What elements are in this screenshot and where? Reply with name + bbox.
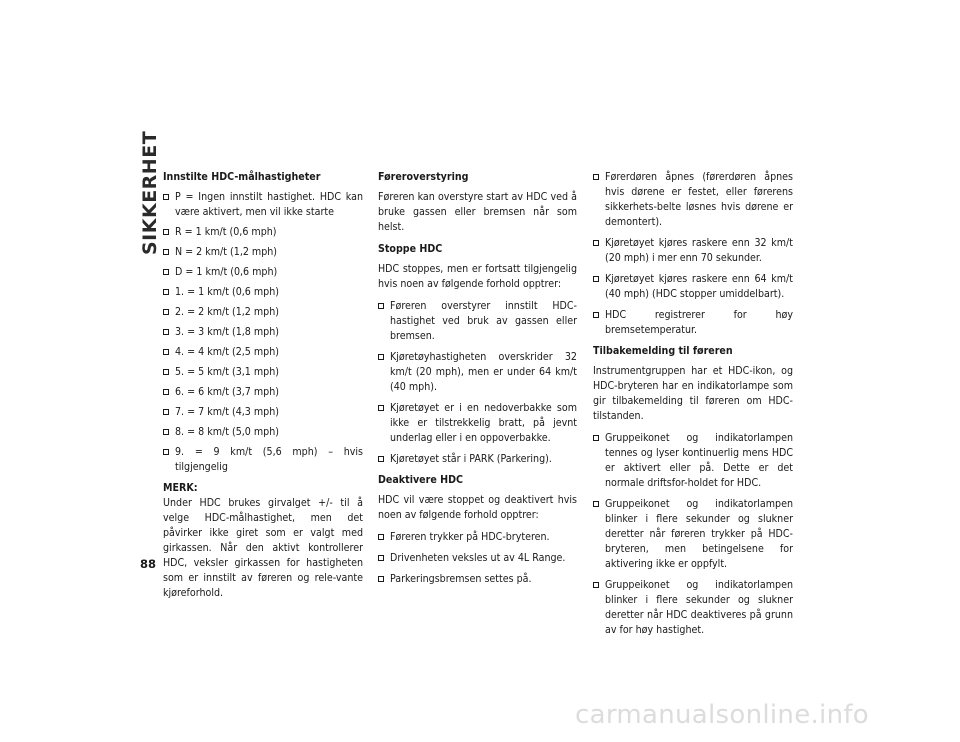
square-bullet-icon (378, 456, 384, 462)
heading-target-speeds: Innstilte HDC-målhastigheter (163, 171, 321, 183)
list-item: 8. = 8 km/t (5,0 mph) (163, 425, 363, 440)
square-bullet-icon (163, 289, 169, 295)
square-bullet-icon (163, 269, 169, 275)
square-bullet-icon (593, 174, 599, 180)
square-bullet-icon (163, 369, 169, 375)
paragraph-driver-feedback: Instrumentgruppen har et HDC-ikon, og HDC-bryteren har en indikatorlampe som gir tilbakemelding til føreren om HDC-tilstanden. (593, 365, 793, 422)
square-bullet-icon (593, 435, 599, 441)
column-2 (378, 170, 577, 593)
square-bullet-icon (163, 194, 169, 200)
deactivate-conditions-list-continued (593, 170, 793, 338)
square-bullet-icon (593, 582, 599, 588)
list-item: Førerdøren åpnes (førerdøren åpnes hvis dørene er festet, eller førerens sikkerhets-belte løsnes hvis dørene er demontert). (593, 170, 793, 230)
list-item: 7. = 7 km/t (4,3 mph) (163, 405, 363, 420)
square-bullet-icon (378, 405, 384, 411)
list-item: HDC registrerer for høy bremsetemperatur. (593, 308, 793, 338)
section-tab: SIKKERHET (139, 130, 161, 255)
square-bullet-icon (378, 534, 384, 540)
paragraph-stop-hdc: HDC stoppes, men er fortsatt tilgjengelig hvis noen av følgende forhold opptrer: (378, 263, 577, 290)
list-item: Kjøretøyhastigheten overskrider 32 km/t (20 mph), men er under 64 km/t (40 mph). (378, 350, 577, 395)
list-item: P = Ingen innstilt hastighet. HDC kan være aktivert, men vil ikke starte (163, 190, 363, 220)
heading-stop-hdc: Stoppe HDC (378, 243, 443, 255)
list-item: 2. = 2 km/t (1,2 mph) (163, 305, 363, 320)
list-item: Parkeringsbremsen settes på. (378, 572, 577, 587)
square-bullet-icon (163, 349, 169, 355)
paragraph-driver-override: Føreren kan overstyre start av HDC ved å bruke gassen eller bremsen når som helst. (378, 191, 577, 233)
square-bullet-icon (378, 576, 384, 582)
list-item: 9. = 9 km/t (5,6 mph) – hvis tilgjengelig (163, 445, 363, 475)
list-item: D = 1 km/t (0,6 mph) (163, 265, 363, 280)
square-bullet-icon (163, 249, 169, 255)
list-item: Kjøretøyet kjøres raskere enn 64 km/t (40 mph) (HDC stopper umiddelbart). (593, 272, 793, 302)
square-bullet-icon (163, 409, 169, 415)
feedback-states-list (593, 431, 793, 638)
list-item: 4. = 4 km/t (2,5 mph) (163, 345, 363, 360)
column-3 (593, 170, 793, 644)
list-item: Gruppeikonet og indikatorlampen blinker i flere sekunder og slukner deretter når HDC deaktiveres på grunn av for høy hastighet. (593, 578, 793, 638)
list-item: 1. = 1 km/t (0,6 mph) (163, 285, 363, 300)
list-item: Kjøretøyet står i PARK (Parkering). (378, 452, 577, 467)
target-speed-list (163, 190, 363, 475)
list-item: Gruppeikonet og indikatorlampen blinker i flere sekunder og slukner deretter når føreren trykker på HDC-bryteren, men betingelsene for aktivering ikke er oppfylt. (593, 497, 793, 572)
list-item: 5. = 5 km/t (3,1 mph) (163, 365, 363, 380)
heading-driver-override: Føreroverstyring (378, 171, 469, 183)
watermark: carmanualsonline.info (575, 700, 870, 730)
heading-deactivate-hdc: Deaktivere HDC (378, 474, 464, 486)
square-bullet-icon (593, 240, 599, 246)
list-item: 3. = 3 km/t (1,8 mph) (163, 325, 363, 340)
square-bullet-icon (378, 354, 384, 360)
stop-conditions-list (378, 299, 577, 467)
square-bullet-icon (163, 449, 169, 455)
list-item: N = 2 km/t (1,2 mph) (163, 245, 363, 260)
note-title: MERK: (163, 482, 198, 494)
list-item: R = 1 km/t (0,6 mph) (163, 225, 363, 240)
square-bullet-icon (378, 303, 384, 309)
list-item: Gruppeikonet og indikatorlampen tennes og lyser kontinuerlig mens HDC er aktivert eller på. Dette er det normale driftsfor-holdet for HDC. (593, 431, 793, 491)
deactivate-conditions-list (378, 530, 577, 587)
heading-driver-feedback: Tilbakemelding til føreren (593, 345, 733, 357)
list-item: Drivenheten veksles ut av 4L Range. (378, 551, 577, 566)
square-bullet-icon (163, 429, 169, 435)
square-bullet-icon (593, 312, 599, 318)
list-item: Føreren overstyrer innstilt HDC-hastighet ved bruk av gassen eller bremsen. (378, 299, 577, 344)
list-item: Kjøretøyet er i en nedoverbakke som ikke er tilstrekkelig bratt, på jevnt underlag eller i en oppoverbakke. (378, 401, 577, 446)
square-bullet-icon (163, 229, 169, 235)
square-bullet-icon (163, 329, 169, 335)
square-bullet-icon (378, 555, 384, 561)
square-bullet-icon (593, 501, 599, 507)
note-text: Under HDC brukes girvalget +/- til å velge HDC-målhastighet, men det påvirker ikke giret som er valgt med girkassen. Når den aktivt kontrollerer HDC, veksler girkassen for hastigheten som er innstilt av føreren og rele-vante kjøreforhold. (163, 497, 363, 599)
square-bullet-icon (163, 389, 169, 395)
list-item: Kjøretøyet kjøres raskere enn 32 km/t (20 mph) i mer enn 70 sekunder. (593, 236, 793, 266)
column-1 (163, 170, 363, 608)
page-number: 88 (140, 557, 157, 571)
square-bullet-icon (163, 309, 169, 315)
square-bullet-icon (593, 276, 599, 282)
list-item: 6. = 6 km/t (3,7 mph) (163, 385, 363, 400)
paragraph-deactivate-hdc: HDC vil være stoppet og deaktivert hvis noen av følgende forhold opptrer: (378, 494, 577, 521)
list-item: Føreren trykker på HDC-bryteren. (378, 530, 577, 545)
